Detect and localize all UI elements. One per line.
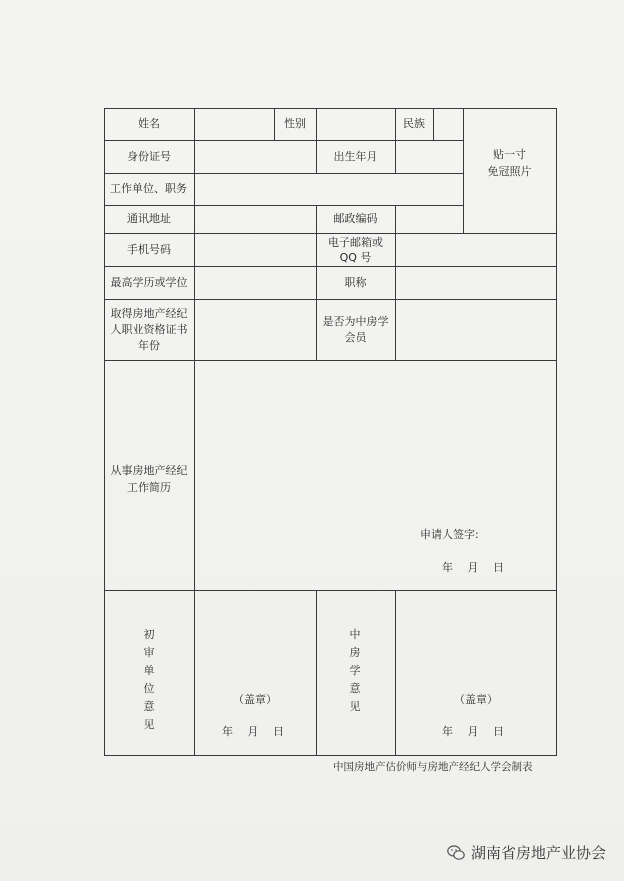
name-label: 姓名 [138, 117, 160, 130]
row-divider [104, 233, 557, 234]
work-label: 工作单位、职务 [110, 182, 187, 195]
cert-label: 取得房地产经纪 人职业资格证书 年份 [110, 307, 188, 352]
education-label: 最高学历或学位 [110, 276, 188, 289]
row-divider [104, 360, 557, 361]
work-history-label: 从事房地产经纪 工作简历 [110, 464, 188, 494]
col-divider [433, 108, 434, 141]
address-label: 通讯地址 [127, 212, 171, 225]
prelim-opinion-label: 初审单位意见 [143, 628, 155, 731]
col-divider [194, 108, 195, 756]
issuer-footer: 中国房地产估价师与房地产经纪人学会制表 [333, 761, 533, 773]
cfa-stamp: （盖章） [454, 693, 498, 706]
phone-label: 手机号码 [127, 243, 171, 256]
table-border-left [104, 108, 105, 756]
birth-label: 出生年月 [333, 150, 378, 163]
row-divider [104, 140, 463, 141]
applicant-date: 年 月 日 [442, 561, 504, 574]
row-divider [104, 205, 463, 206]
wechat-icon [447, 845, 465, 861]
row-divider [104, 590, 557, 591]
id-label: 身份证号 [127, 150, 171, 163]
photo-label: 贴一寸 免冠照片 [487, 148, 532, 178]
col-divider [316, 108, 317, 141]
cfa-date: 年 月 日 [442, 725, 504, 738]
applicant-signature-label: 申请人签字: [420, 528, 479, 541]
cfa-opinion-label: 中房学意见 [349, 628, 361, 713]
prelim-stamp: （盖章） [233, 693, 277, 706]
email-label: 电子邮箱或 QQ 号 [328, 236, 383, 264]
gender-label: 性别 [284, 117, 306, 130]
row-divider [104, 266, 557, 267]
row-divider [104, 299, 557, 300]
col-divider [316, 590, 317, 756]
watermark-text: 湖南省房地产业协会 [470, 844, 606, 862]
prelim-date: 年 月 日 [222, 725, 284, 738]
title-label: 职称 [344, 276, 367, 289]
col-divider [395, 590, 396, 756]
table-border-bottom [104, 755, 557, 756]
postcode-label: 邮政编码 [333, 212, 378, 225]
member-label: 是否为中房学 会员 [322, 315, 389, 344]
col-divider [395, 205, 396, 361]
watermark [447, 842, 606, 863]
row-divider [104, 173, 463, 174]
table-border-top [104, 108, 557, 109]
ethnicity-label: 民族 [403, 117, 425, 130]
table-border-right [556, 108, 557, 756]
